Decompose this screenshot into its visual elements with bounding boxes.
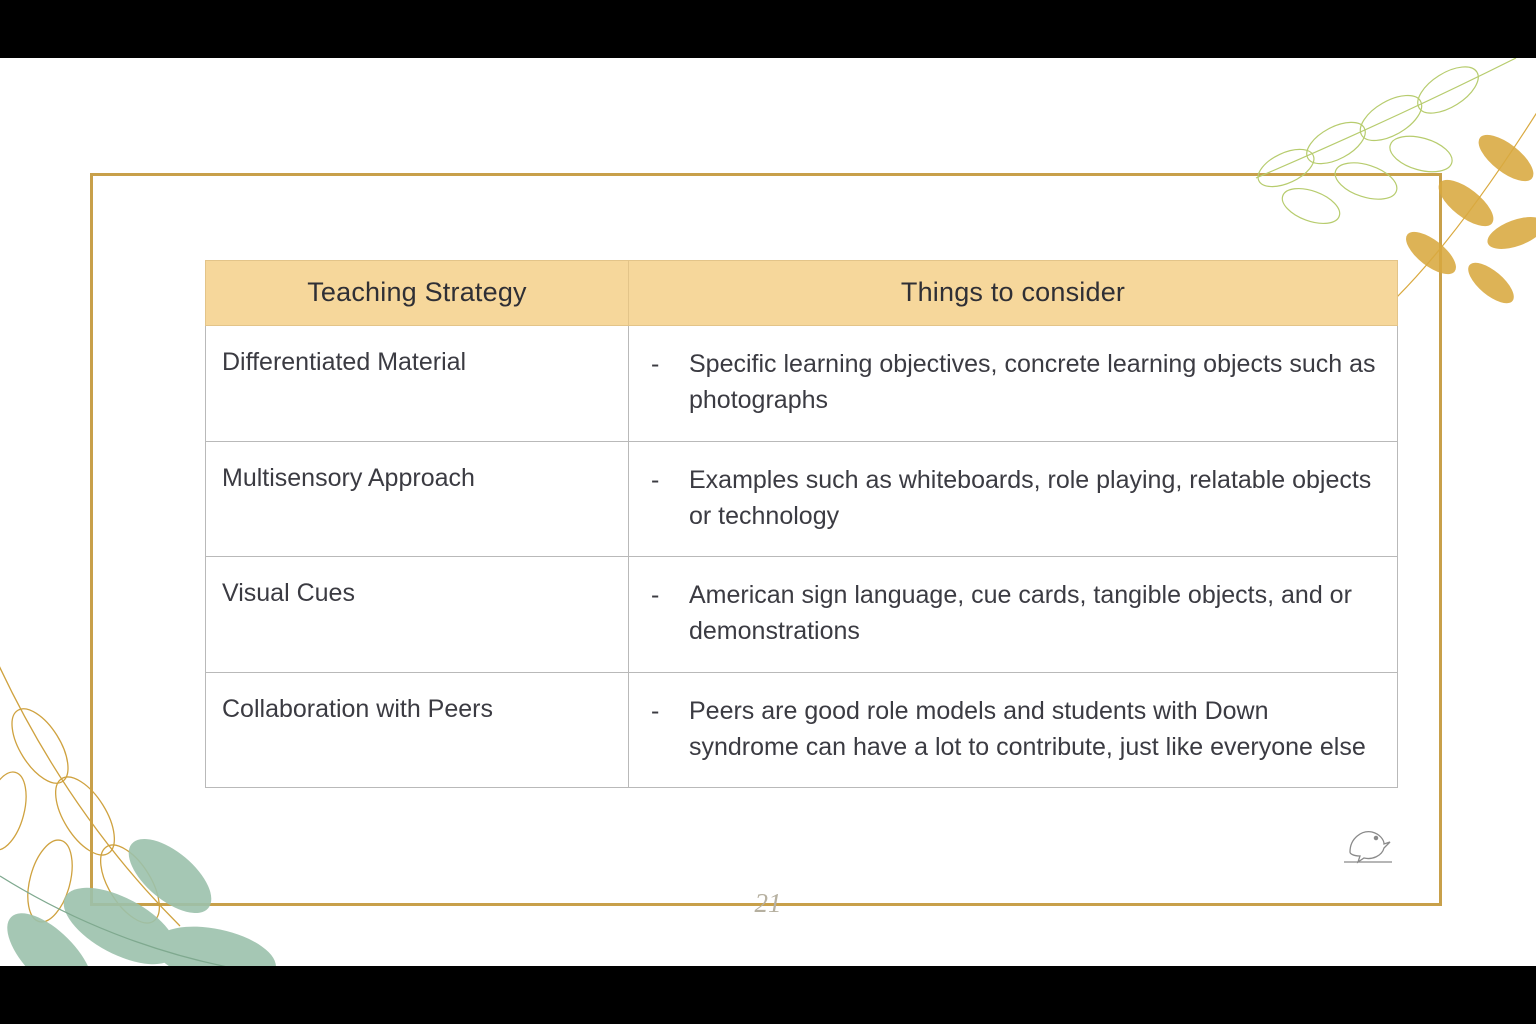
bullet-text: Examples such as whiteboards, role playing, relatable objects or technology: [689, 465, 1372, 530]
cell-strategy: Visual Cues: [206, 557, 629, 673]
cell-strategy: Multisensory Approach: [206, 441, 629, 557]
table-row: [206, 672, 1398, 788]
bullet-text: American sign language, cue cards, tangible objects, and or demonstrations: [689, 581, 1352, 646]
cell-strategy: Differentiated Material: [206, 326, 629, 442]
page-number: 21: [754, 888, 782, 918]
cell-consider: [629, 326, 1398, 442]
cell-consider: [629, 557, 1398, 673]
bullet-text: Specific learning objectives, concrete learning objects such as photographs: [689, 350, 1376, 415]
column-header-teaching-strategy: Teaching Strategy: [206, 261, 629, 326]
bullet-dash: -: [651, 350, 660, 378]
bird-icon: [1340, 818, 1396, 866]
slide-canvas: [0, 58, 1536, 966]
cell-strategy: Collaboration with Peers: [206, 672, 629, 788]
table-row: [206, 441, 1398, 557]
bullet-dash: -: [651, 581, 660, 609]
cell-consider: [629, 441, 1398, 557]
bullet-dash: -: [651, 696, 660, 725]
column-header-things-to-consider: Things to consider: [629, 261, 1398, 326]
table-header-row: [206, 261, 1398, 326]
bullet-text: Peers are good role models and students with Down syndrome can have a lot to contribute, just like everyone else: [689, 696, 1366, 761]
teaching-strategy-table: [205, 260, 1398, 788]
table-row: [206, 326, 1398, 442]
table-row: [206, 557, 1398, 673]
cell-consider: [629, 672, 1398, 788]
bullet-dash: -: [651, 465, 660, 494]
